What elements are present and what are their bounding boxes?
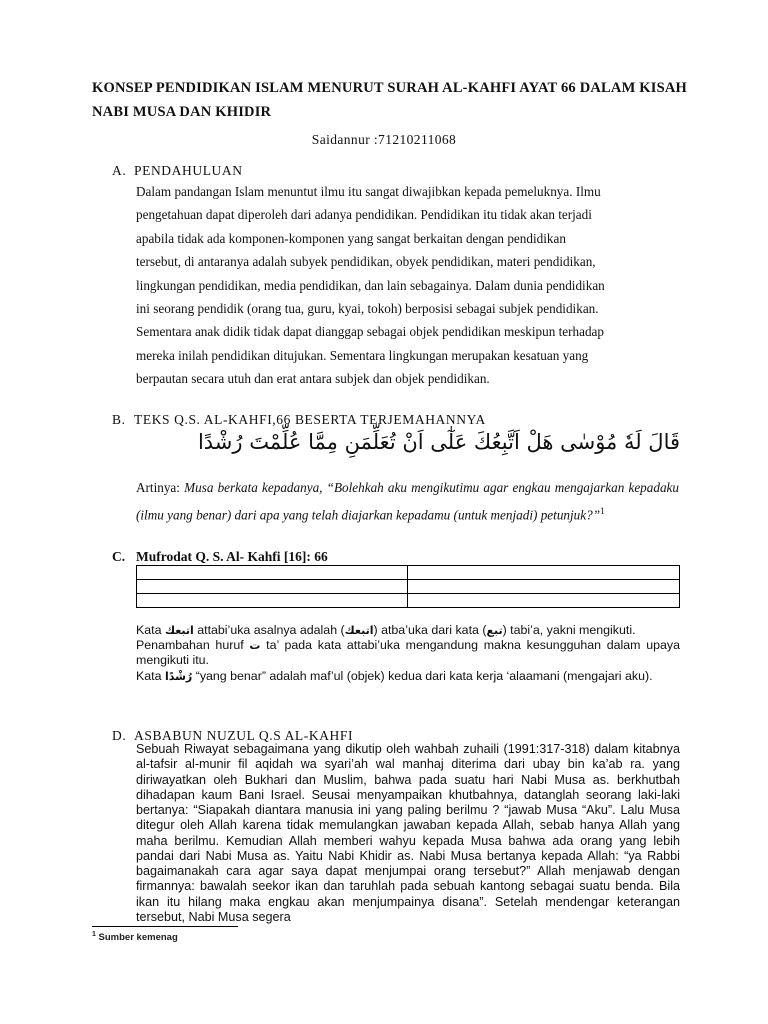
text-span: ) atba’uka dari kata ( bbox=[373, 623, 487, 637]
table-cell bbox=[408, 580, 680, 594]
text-span: “yang benar” adalah maf’ul (objek) kedua dari kata kerja ‘alaamani (mengajari aku). bbox=[195, 668, 653, 683]
arabic-word: رُشْدًا bbox=[164, 669, 193, 683]
mufrodat-table bbox=[136, 565, 680, 608]
section-d-letter: D. bbox=[112, 728, 127, 743]
section-b-heading bbox=[112, 412, 486, 428]
paragraph-line: Sementara anak didik tidak dapat dianggap sebagai objek pendidikan meskipun terhadap bbox=[136, 324, 605, 340]
explanation-line bbox=[136, 638, 680, 668]
text-span: Kata bbox=[136, 668, 162, 683]
table-row bbox=[137, 594, 680, 608]
explanation-line bbox=[136, 669, 680, 684]
section-d-title: ASBABUN NUZUL Q.S AL-KAHFI bbox=[134, 728, 354, 743]
arabic-word: اتبعك bbox=[164, 624, 194, 637]
paragraph-line: pengetahuan dapat diperoleh dari adanya pendidikan. Pendidikan itu tidak akan terjadi bbox=[136, 207, 592, 223]
table-cell bbox=[408, 566, 680, 580]
paragraph-line: berpautan secara utuh dan erat antara subjek dan objek pendidikan. bbox=[136, 371, 490, 387]
text-span: ta’ pada kata attabi’uka mengandung makna kesungguhan dalam upaya mengikuti itu. bbox=[136, 638, 680, 668]
table-cell bbox=[408, 594, 680, 608]
table-row bbox=[137, 580, 680, 594]
paragraph-line: ini seorang pendidik (orang tua, guru, kyai, tokoh) berposisi sebagai subjek pendidikan. bbox=[136, 301, 599, 317]
paragraph-line: Dalam pandangan Islam menuntut ilmu itu sangat diwajibkan kepada pemeluknya. Ilmu bbox=[136, 184, 601, 199]
arabic-word: تبع bbox=[486, 624, 503, 637]
footnote-reference[interactable]: 1 bbox=[600, 505, 605, 516]
text-span: ) tabi’a, yakni mengikuti. bbox=[502, 623, 636, 637]
mufrodat-explanation bbox=[136, 623, 680, 684]
table-cell bbox=[137, 566, 408, 580]
section-a-letter: A. bbox=[112, 163, 127, 178]
paragraph-line: tersebut, di antaranya adalah subyek pendidikan, obyek pendidikan, materi pendidikan, bbox=[136, 254, 596, 270]
text-span: Kata bbox=[136, 623, 162, 637]
explanation-line bbox=[136, 623, 680, 638]
footnote bbox=[92, 931, 178, 943]
section-d-paragraph: Sebuah Riwayat sebagaimana yang dikutip oleh wahbah zuhaili (1991:317-318) dalam kitabnya al-tafsir al-munir fil aqidah wa syari’ah wal manhaj diterima dari ubay bin ka’ab ra. yang diriwayatkan oleh Bukhari dan Muslim, bahwa pada suatu hari Nabi Musa as. berkhutbah dihadapan kaum Bani Israel. Seusai menyampaikan khutbahnya, datanglah seorang laki-laki bertanya: “Siapakah diantara manusia ini yang paling berilmu ? “jawab Musa “Aku”. Lalu Musa ditegur oleh Allah karena tidak memulangkan jawaban kepada Allah, sebab hanya Allah yang maha berilmu. Kemudian Allah memberi wahyu kepada Musa bahwa ada orang yang lebih pandai dari Nabi Musa as. Yaitu Nabi Khidir as. Nabi Musa bertanya kepada Allah: “ya Rabbi bagaimanakah cara agar saya dapat menjumpai orang tersebut?” Allah menjawab dengan firmannya: bawalah seekor ikan dan taruhlah pada sebuah kantong sebagai suatu benda. Bila ikan itu hilang maka engkau akan menjumpainya disana”. Setelah mendengar keterangan tersebut, Nabi Musa segera bbox=[136, 742, 680, 924]
artinya-label: Artinya: bbox=[136, 480, 180, 495]
paragraph-line: apabila tidak ada komponen-komponen yang sangat berkaitan dengan pendidikan bbox=[136, 230, 566, 246]
section-a-title: PENDAHULUAN bbox=[134, 163, 243, 178]
section-c-title: Mufrodat Q. S. Al- Kahfi [16]: 66 bbox=[136, 549, 328, 564]
table-cell bbox=[137, 594, 408, 608]
section-c-heading bbox=[112, 549, 328, 565]
translation-text: Musa berkata kepadanya, “Bolehkah aku mengikutimu agar engkau mengajarkan kepadaku (ilmu yang benar) dari apa yang telah diajarkan kepadamu (untuk menjadi) petunjuk?” bbox=[136, 480, 680, 522]
footnote-number: 1 bbox=[92, 931, 96, 938]
footnote-separator bbox=[92, 926, 238, 927]
section-c-letter: C. bbox=[112, 549, 126, 564]
author-line: Saidannur :71210211068 bbox=[311, 132, 457, 147]
footnote-text: Sumber kemenag bbox=[98, 932, 178, 944]
text-span: attabi’uka asalnya adalah ( bbox=[197, 623, 345, 637]
paragraph-line: mereka inilah pendidikan ditujukan. Sementara lingkungan merupakan kesatuan yang bbox=[136, 347, 589, 363]
section-b-letter: B. bbox=[112, 412, 126, 427]
arabic-word: اتبعك bbox=[344, 624, 374, 637]
paragraph-line: lingkungan pendidikan, media pendidikan, dan lain sebagainya. Dalam dunia pendidikan bbox=[136, 277, 605, 293]
arabic-verse: قَالَ لَهٗ مُوْسٰى هَلْ اَتَّبِعُكَ عَلٰٓى اَنْ تُعَلِّمَنِ مِمَّا عُلِّمْتَ رُشْدًا bbox=[197, 430, 680, 454]
document-title: KONSEP PENDIDIKAN ISLAM MENURUT SURAH AL-KAHFI AYAT 66 DALAM KISAH NABI MUSA DAN KHIDIR bbox=[92, 80, 688, 120]
translation-paragraph bbox=[136, 477, 679, 526]
section-a-heading bbox=[112, 163, 243, 179]
section-a-paragraph bbox=[136, 180, 676, 391]
text-span: Penambahan huruf bbox=[136, 638, 244, 653]
section-b-title: TEKS Q.S. AL-KAHFI,66 BESERTA TERJEMAHANNYA bbox=[134, 412, 486, 427]
table-cell bbox=[137, 580, 408, 594]
arabic-word: ت bbox=[249, 639, 261, 653]
table-row bbox=[137, 566, 680, 580]
